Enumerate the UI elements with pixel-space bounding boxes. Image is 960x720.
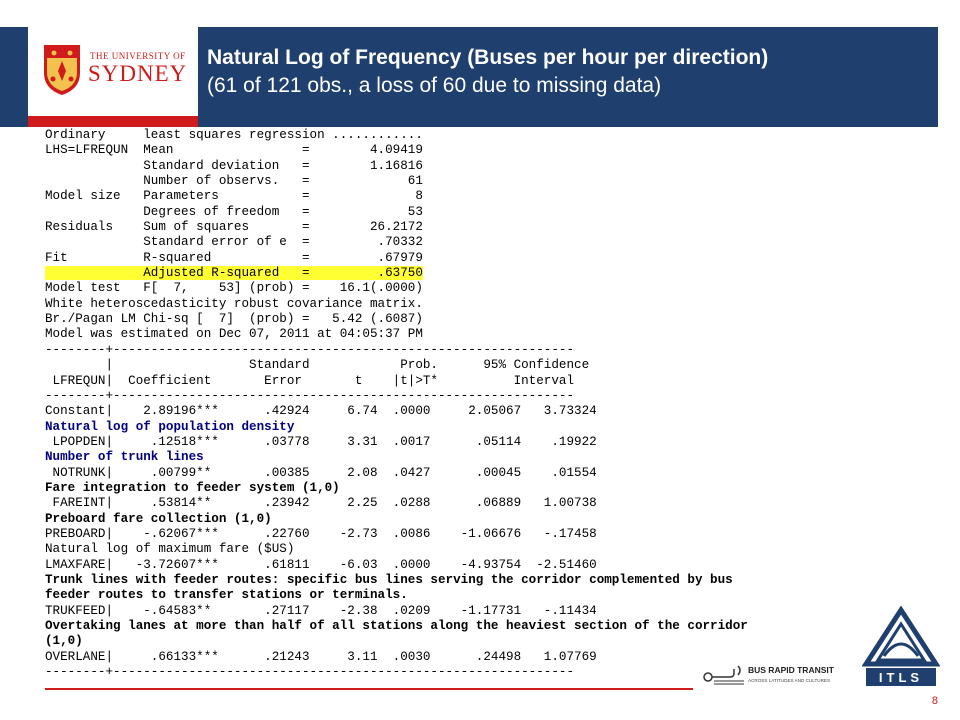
output-line bbox=[45, 466, 748, 481]
output-line-text: --------+------------------------------------------------------------- bbox=[45, 388, 575, 403]
output-line-text: --------+------------------------------------------------------------- bbox=[45, 665, 575, 680]
output-line-text: Residuals Sum of squares = 26.2172 bbox=[45, 220, 423, 235]
output-line-text: Fare integration to feeder system (1,0) bbox=[45, 480, 340, 495]
output-line-text: (1,0) bbox=[45, 634, 83, 649]
slide-title-line-1: Natural Log of Frequency (Buses per hour per direction) bbox=[207, 46, 769, 69]
output-line-text: Model size Parameters = 8 bbox=[45, 189, 423, 204]
itls-triangle-icon bbox=[866, 610, 936, 664]
regression-output bbox=[45, 128, 748, 680]
page-number: 8 bbox=[931, 695, 938, 707]
output-line-text: TRUKFEED| -.64583** .27117 -2.38 .0209 -1.17731 -.11434 bbox=[45, 603, 597, 618]
output-line bbox=[45, 205, 748, 220]
output-line bbox=[45, 374, 748, 389]
output-line-text: Degrees of freedom = 53 bbox=[45, 204, 423, 219]
output-line-text: White heteroscedasticity robust covariance matrix. bbox=[45, 296, 423, 311]
logo-line-1: THE UNIVERSITY OF bbox=[90, 51, 186, 61]
output-line-text: Preboard fare collection (1,0) bbox=[45, 511, 272, 526]
output-line-text: LFREQUN| Coefficient Error t |t|>T* Interval bbox=[45, 373, 575, 388]
brt-subtitle: ACROSS LATITUDES AND CULTURES bbox=[748, 678, 831, 683]
output-line-text: LMAXFARE| -3.72607*** .61811 -6.03 .0000 -4.93754 -2.51460 bbox=[45, 557, 597, 572]
output-line bbox=[45, 389, 748, 404]
output-line bbox=[45, 650, 748, 665]
output-line bbox=[45, 281, 748, 296]
output-line-text: Number of observs. = 61 bbox=[45, 174, 423, 189]
output-line bbox=[45, 573, 748, 588]
highlighted-output-text: Adjusted R-squared = .63750 bbox=[45, 266, 423, 281]
output-line bbox=[45, 435, 748, 450]
output-line-text: FAREINT| .53814** .23942 2.25 .0288 .06889 1.00738 bbox=[45, 496, 597, 511]
output-line-text: Standard error of e = .70332 bbox=[45, 235, 423, 250]
logo-line-2: SYDNEY bbox=[88, 61, 188, 86]
output-line-text: LHS=LFREQUN Mean = 4.09419 bbox=[45, 143, 423, 158]
output-line bbox=[45, 542, 748, 557]
output-line bbox=[45, 358, 748, 373]
output-line-text: Natural log of population density bbox=[45, 419, 295, 434]
output-line-text: Br./Pagan LM Chi-sq [ 7] (prob) = 5.42 (.6087) bbox=[45, 312, 423, 327]
output-line bbox=[45, 450, 748, 465]
output-line-text: Model was estimated on Dec 07, 2011 at 04:05:37 PM bbox=[45, 327, 423, 342]
output-line bbox=[45, 128, 748, 143]
output-line bbox=[45, 558, 748, 573]
itls-logo bbox=[862, 606, 940, 688]
output-line bbox=[45, 619, 748, 634]
output-line bbox=[45, 235, 748, 250]
output-line bbox=[45, 159, 748, 174]
output-line-text: Model test F[ 7, 53] (prob) = 16.1(.0000) bbox=[45, 281, 423, 296]
output-line bbox=[45, 266, 748, 281]
bus-route-icon bbox=[704, 666, 744, 684]
brt-title: BUS RAPID TRANSIT bbox=[748, 665, 834, 675]
output-line-text: LPOPDEN| .12518*** .03778 3.31 .0017 .05114 .19922 bbox=[45, 434, 597, 449]
output-line-text: Fit R-squared = .67979 bbox=[45, 250, 423, 265]
output-line bbox=[45, 174, 748, 189]
output-line bbox=[45, 634, 748, 649]
footer-divider bbox=[45, 688, 693, 690]
slide-title bbox=[207, 44, 932, 100]
output-line bbox=[45, 220, 748, 235]
output-line bbox=[45, 420, 748, 435]
output-line bbox=[45, 297, 748, 312]
output-line bbox=[45, 665, 748, 680]
output-line bbox=[45, 512, 748, 527]
output-line-text: Natural log of maximum fare ($US) bbox=[45, 542, 295, 557]
output-line bbox=[45, 404, 748, 419]
output-line-text: OVERLANE| .66133*** .21243 3.11 .0030 .24498 1.07769 bbox=[45, 649, 597, 664]
output-line-text: --------+------------------------------------------------------------- bbox=[45, 342, 575, 357]
output-line bbox=[45, 604, 748, 619]
output-line-text: Overtaking lanes at more than half of all stations along the heaviest section of the corridor bbox=[45, 619, 748, 633]
output-line bbox=[45, 588, 748, 603]
university-crest-icon bbox=[42, 43, 82, 97]
output-line-text: Trunk lines with feeder routes: specific bus lines serving the corridor complemented by bus bbox=[45, 572, 733, 587]
output-line bbox=[45, 143, 748, 158]
output-line-text: Constant| 2.89196*** .42924 6.74 .0000 2.05067 3.73324 bbox=[45, 404, 597, 419]
output-line bbox=[45, 527, 748, 542]
output-line bbox=[45, 496, 748, 511]
output-line bbox=[45, 327, 748, 342]
output-line bbox=[45, 343, 748, 358]
output-line bbox=[45, 189, 748, 204]
output-line-text: | Standard Prob. 95% Confidence bbox=[45, 358, 590, 373]
brt-logo bbox=[700, 660, 860, 688]
output-line-text: Standard deviation = 1.16816 bbox=[45, 158, 423, 173]
itls-label: ITLS bbox=[878, 670, 924, 685]
output-line bbox=[45, 481, 748, 496]
output-line bbox=[45, 251, 748, 266]
output-line bbox=[45, 312, 748, 327]
output-line-text: Ordinary least squares regression ............ bbox=[45, 128, 423, 142]
university-logo bbox=[28, 27, 198, 127]
output-line-text: feeder routes to transfer stations or terminals. bbox=[45, 588, 408, 603]
output-line-text: PREBOARD| -.62067*** .22760 -2.73 .0086 -1.06676 -.17458 bbox=[45, 526, 597, 541]
output-line-text: Number of trunk lines bbox=[45, 450, 204, 465]
output-line-text: NOTRUNK| .00799** .00385 2.08 .0427 .00045 .01554 bbox=[45, 465, 597, 480]
slide-title-line-2: (61 of 121 obs., a loss of 60 due to missing data) bbox=[207, 74, 662, 97]
